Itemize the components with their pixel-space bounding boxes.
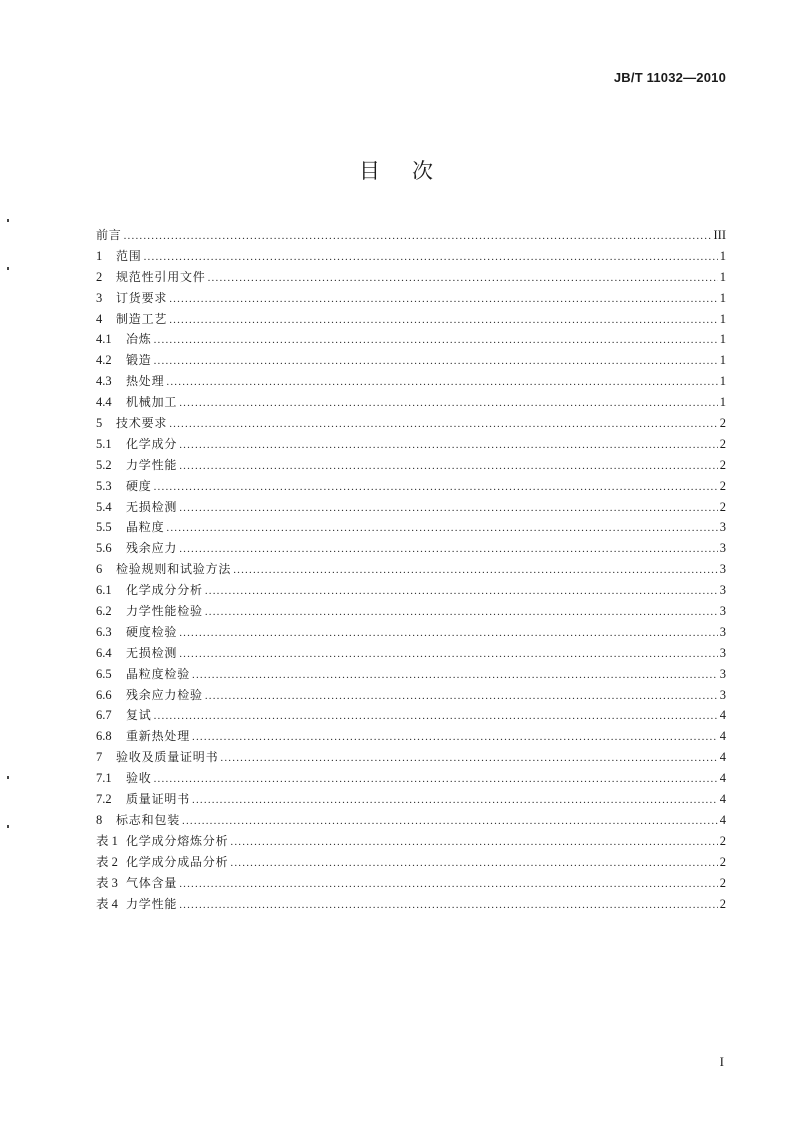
toc-entry[interactable] (96, 538, 726, 559)
dot-leader (208, 268, 718, 289)
dot-leader (230, 853, 717, 874)
toc-entry[interactable] (96, 246, 726, 267)
scan-mark (7, 267, 9, 270)
toc-entry-number: 表 2 (96, 854, 118, 869)
dot-leader (169, 310, 718, 331)
toc-entry-label: 无损检测 (126, 645, 178, 660)
toc-entry-label: 力学性能 (126, 896, 178, 911)
toc-entry-number: 5.4 (96, 499, 112, 514)
toc-entry-page: 2 (719, 436, 726, 451)
dot-leader (179, 874, 718, 895)
toc-entry-page: 3 (719, 624, 726, 639)
toc-entry-number: 5.3 (96, 478, 112, 493)
toc-entry-page: 4 (719, 729, 726, 744)
toc-entry-page: 3 (719, 520, 726, 535)
toc-entry-label: 化学成分 (126, 436, 178, 451)
toc-entry[interactable] (96, 685, 726, 706)
scan-mark (7, 219, 9, 222)
dot-leader (154, 769, 718, 790)
toc-entry-label: 冶炼 (126, 332, 152, 347)
toc-entry-label: 重新热处理 (126, 729, 191, 744)
toc-entry-number: 6 (96, 562, 103, 577)
toc-entry-page: 4 (719, 771, 726, 786)
toc-entry-page: 2 (719, 854, 726, 869)
toc-entry[interactable] (96, 622, 726, 643)
toc-entry-label: 化学成分成品分析 (126, 854, 229, 869)
toc-entry-number: 4.1 (96, 332, 112, 347)
toc-entry[interactable] (96, 664, 726, 685)
toc-entry-label: 验收 (126, 771, 152, 786)
toc-entry-page: 2 (719, 499, 726, 514)
dot-leader (179, 498, 718, 519)
toc-entry-number: 4 (96, 311, 103, 326)
toc-entry[interactable] (96, 497, 726, 518)
toc-entry-label: 机械加工 (126, 395, 178, 410)
toc-entry-number: 表 4 (96, 896, 118, 911)
dot-leader (179, 895, 718, 916)
toc-entry[interactable] (96, 580, 726, 601)
toc-entry-page: III (713, 228, 726, 242)
toc-entry-number: 6.3 (96, 624, 112, 639)
dot-leader (154, 706, 718, 727)
toc-entry-page: 3 (719, 541, 726, 556)
toc-entry-number: 7.1 (96, 771, 112, 786)
toc-entry-label: 力学性能 (126, 457, 178, 472)
toc-entry-label: 晶粒度检验 (126, 666, 191, 681)
dot-leader (179, 644, 718, 665)
toc-entry-number: 8 (96, 812, 103, 827)
toc-entry[interactable] (96, 434, 726, 455)
toc-entry[interactable] (96, 726, 726, 747)
toc-entry-label: 检验规则和试验方法 (116, 562, 232, 577)
toc-entry-page: 3 (719, 687, 726, 702)
dot-leader (179, 435, 718, 456)
toc-entry-label: 标志和包装 (116, 812, 181, 827)
dot-leader (179, 393, 718, 414)
dot-leader (124, 226, 712, 247)
dot-leader (154, 477, 718, 498)
toc-entry-label: 力学性能检验 (126, 604, 203, 619)
toc-entry-page: 4 (719, 708, 726, 723)
toc-entry-page: 4 (719, 812, 726, 827)
toc-entry-page: 1 (719, 395, 726, 410)
toc-entry-number: 2 (96, 269, 103, 284)
toc-entry[interactable] (96, 267, 726, 288)
toc-entry-label: 残余应力检验 (126, 687, 203, 702)
toc-entry-page: 3 (719, 583, 726, 598)
toc-entry[interactable] (96, 288, 726, 309)
scan-mark (7, 825, 9, 828)
toc-entry-number: 6.7 (96, 708, 112, 723)
dot-leader (192, 665, 718, 686)
page-title: 目次 (359, 159, 465, 183)
toc-entry[interactable] (96, 329, 726, 350)
toc-entry-label: 订货要求 (116, 290, 168, 305)
toc-entry-label: 热处理 (126, 374, 165, 389)
dot-leader (205, 581, 718, 602)
toc-entry-page: 1 (719, 248, 726, 263)
toc-entry-page: 2 (719, 457, 726, 472)
toc-entry-number: 7.2 (96, 792, 112, 807)
toc-entry-label: 气体含量 (126, 875, 178, 890)
toc-entry-page: 3 (719, 666, 726, 681)
toc-entry-label: 规范性引用文件 (116, 269, 206, 284)
toc-entry[interactable] (96, 705, 726, 726)
toc-entry-page: 2 (719, 416, 726, 431)
dot-leader (205, 602, 718, 623)
toc-entry-number: 4.2 (96, 353, 112, 368)
toc-entry-label: 前言 (96, 228, 122, 242)
toc-entry[interactable] (96, 747, 726, 768)
table-of-contents (96, 225, 726, 914)
toc-entry[interactable] (96, 392, 726, 413)
toc-entry[interactable] (96, 601, 726, 622)
dot-leader (182, 811, 718, 832)
dot-leader (179, 623, 718, 644)
toc-entry-label: 化学成分熔炼分析 (126, 833, 229, 848)
toc-entry[interactable] (96, 643, 726, 664)
dot-leader (154, 330, 718, 351)
dot-leader (179, 456, 718, 477)
toc-entry-label: 技术要求 (116, 416, 168, 431)
toc-entry-label: 化学成分分析 (126, 583, 203, 598)
toc-entry-page: 1 (719, 353, 726, 368)
toc-entry[interactable] (96, 894, 726, 915)
dot-leader (154, 351, 718, 372)
toc-entry-page: 2 (719, 478, 726, 493)
toc-entry-label: 无损检测 (126, 499, 178, 514)
toc-entry-number: 5.1 (96, 436, 112, 451)
toc-entry-number: 3 (96, 290, 103, 305)
toc-entry-label: 硬度 (126, 478, 152, 493)
toc-entry-number: 4.4 (96, 395, 112, 410)
dot-leader (205, 686, 718, 707)
toc-entry-label: 晶粒度 (126, 520, 165, 535)
toc-entry-label: 质量证明书 (126, 792, 191, 807)
toc-entry-number: 6.5 (96, 666, 112, 681)
toc-entry-page: 1 (719, 311, 726, 326)
toc-entry-number: 6.6 (96, 687, 112, 702)
dot-leader (166, 372, 717, 393)
toc-entry[interactable] (96, 225, 726, 246)
toc-entry[interactable] (96, 517, 726, 538)
scan-mark (7, 776, 9, 779)
toc-entry[interactable] (96, 873, 726, 894)
toc-entry-number: 表 3 (96, 875, 118, 890)
toc-entry-label: 锻造 (126, 353, 152, 368)
page-number: I (719, 1054, 724, 1069)
toc-entry-label: 验收及质量证明书 (116, 750, 219, 765)
toc-entry-label: 范围 (116, 248, 142, 263)
toc-entry[interactable] (96, 559, 726, 580)
standard-code: JB/T 11032—2010 (613, 70, 726, 85)
toc-entry[interactable] (96, 852, 726, 873)
toc-entry-page: 4 (719, 750, 726, 765)
toc-entry-number: 5.2 (96, 457, 112, 472)
dot-leader (233, 560, 718, 581)
toc-entry-number: 5 (96, 416, 103, 431)
toc-entry-number: 4.3 (96, 374, 112, 389)
toc-entry[interactable] (96, 810, 726, 831)
toc-entry-label: 硬度检验 (126, 624, 178, 639)
toc-entry-number: 5.6 (96, 541, 112, 556)
toc-entry-page: 3 (719, 562, 726, 577)
dot-leader (192, 727, 718, 748)
toc-entry-page: 1 (719, 374, 726, 389)
toc-entry-page: 3 (719, 645, 726, 660)
toc-entry-page: 1 (719, 269, 726, 284)
toc-entry-label: 制造工艺 (116, 311, 168, 326)
toc-entry[interactable] (96, 455, 726, 476)
toc-entry[interactable] (96, 476, 726, 497)
toc-entry-number: 5.5 (96, 520, 112, 535)
dot-leader (166, 518, 717, 539)
toc-entry-number: 1 (96, 248, 103, 263)
toc-entry-page: 2 (719, 896, 726, 911)
toc-entry[interactable] (96, 789, 726, 810)
toc-entry-label: 复试 (126, 708, 152, 723)
dot-leader (144, 247, 718, 268)
toc-entry[interactable] (96, 831, 726, 852)
dot-leader (220, 748, 717, 769)
toc-entry-page: 3 (719, 604, 726, 619)
toc-entry-number: 6.8 (96, 729, 112, 744)
toc-entry[interactable] (96, 413, 726, 434)
dot-leader (192, 790, 718, 811)
toc-entry[interactable] (96, 309, 726, 330)
dot-leader (169, 289, 718, 310)
dot-leader (169, 414, 718, 435)
toc-entry-number: 6.1 (96, 583, 112, 598)
toc-entry[interactable] (96, 768, 726, 789)
toc-entry-page: 4 (719, 792, 726, 807)
dot-leader (179, 539, 718, 560)
toc-entry-number: 6.4 (96, 645, 112, 660)
toc-entry-number: 7 (96, 750, 103, 765)
toc-entry-number: 6.2 (96, 604, 112, 619)
toc-entry-page: 2 (719, 875, 726, 890)
toc-entry-number: 表 1 (96, 833, 118, 848)
toc-entry[interactable] (96, 371, 726, 392)
toc-entry-page: 1 (719, 290, 726, 305)
toc-entry-page: 2 (719, 833, 726, 848)
toc-entry[interactable] (96, 350, 726, 371)
dot-leader (230, 832, 717, 853)
toc-entry-page: 1 (719, 332, 726, 347)
toc-entry-label: 残余应力 (126, 541, 178, 556)
